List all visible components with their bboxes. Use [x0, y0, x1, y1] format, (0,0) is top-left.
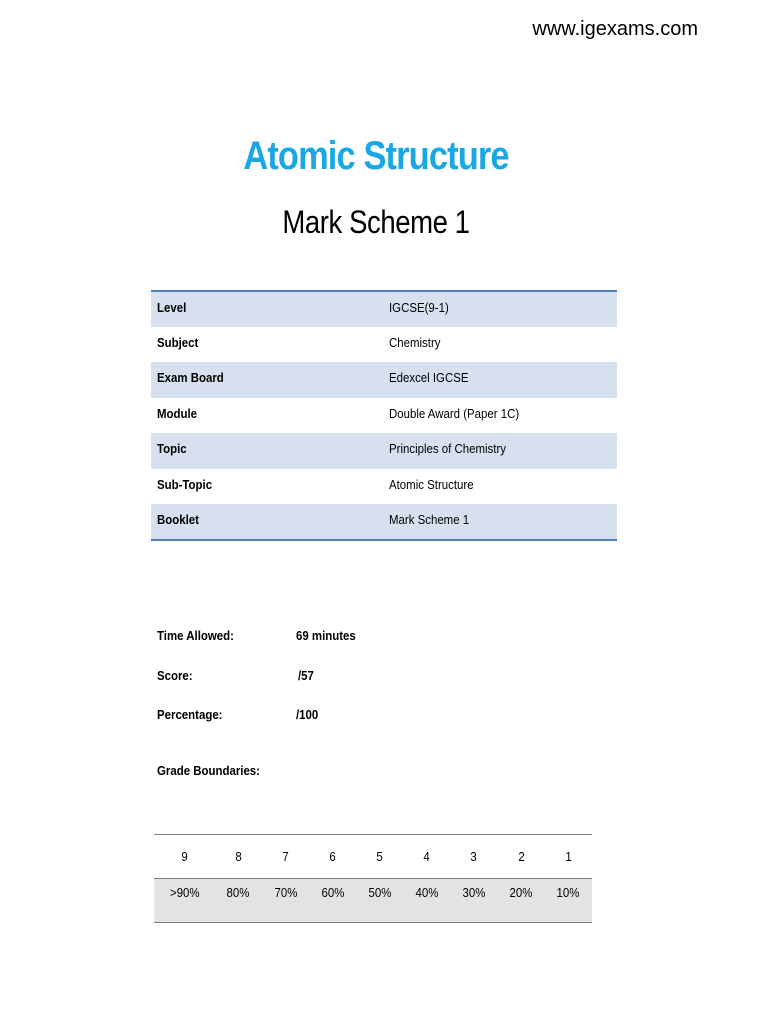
info-key: Module — [157, 405, 198, 421]
info-value: IGCSE(9-1) — [389, 300, 449, 315]
percentage-cell: 50% — [368, 885, 392, 900]
info-table — [151, 290, 617, 541]
info-row-sub-topic — [151, 469, 617, 505]
percentage-cell: 60% — [321, 885, 345, 900]
info-row-booklet — [151, 504, 617, 540]
info-row-level — [151, 291, 617, 327]
info-value: Mark Scheme 1 — [389, 512, 470, 527]
percentage-value: /100 — [296, 707, 319, 722]
document-subtitle: Mark Scheme 1 — [282, 204, 470, 240]
info-key: Sub-Topic — [157, 476, 213, 492]
percentage-cell: 30% — [462, 885, 486, 900]
grade-boundaries-table — [154, 834, 592, 923]
grade-cell: 2 — [517, 849, 525, 864]
grade-cell: 5 — [376, 849, 383, 864]
percentage-cell: 80% — [226, 885, 250, 900]
site-url: www.igexams.com — [532, 18, 698, 40]
info-row-module — [151, 398, 617, 434]
grade-boundaries-label: Grade Boundaries: — [157, 763, 260, 778]
info-row-topic — [151, 433, 617, 469]
time-allowed-value: 69 minutes — [296, 628, 356, 643]
grade-cell: 4 — [423, 849, 431, 864]
info-value: Chemistry — [389, 334, 441, 350]
document-title: Atomic Structure — [243, 134, 509, 178]
info-value: Double Award (Paper 1C) — [389, 405, 520, 421]
info-row-subject — [151, 327, 617, 363]
info-key: Booklet — [157, 512, 199, 527]
percentage-cell: 20% — [509, 885, 533, 900]
score-label: Score: — [157, 668, 193, 683]
info-value: Atomic Structure — [389, 476, 474, 492]
info-row-exam-board — [151, 362, 617, 398]
percentage-cell: 70% — [274, 885, 298, 900]
grade-cell: 3 — [470, 849, 478, 864]
percentage-cell: 40% — [415, 885, 439, 900]
info-key: Exam Board — [157, 370, 224, 385]
grade-cell: 1 — [565, 849, 572, 864]
info-key: Subject — [157, 334, 199, 350]
grade-cell: 7 — [282, 849, 289, 864]
percentage-label: Percentage: — [157, 707, 223, 722]
info-value: Edexcel IGCSE — [389, 370, 469, 385]
percentages-row — [154, 879, 592, 923]
grade-cell: 6 — [329, 849, 336, 864]
percentage-cell: 10% — [556, 885, 580, 900]
grade-cell: 8 — [235, 849, 242, 864]
info-key: Level — [157, 300, 187, 315]
info-key: Topic — [157, 441, 187, 456]
time-allowed-label: Time Allowed: — [157, 628, 234, 643]
percentage-cell: >90% — [169, 885, 200, 900]
grade-cell: 9 — [181, 849, 188, 864]
score-value: /57 — [298, 668, 314, 683]
grades-row — [154, 835, 592, 879]
info-value: Principles of Chemistry — [389, 441, 506, 456]
